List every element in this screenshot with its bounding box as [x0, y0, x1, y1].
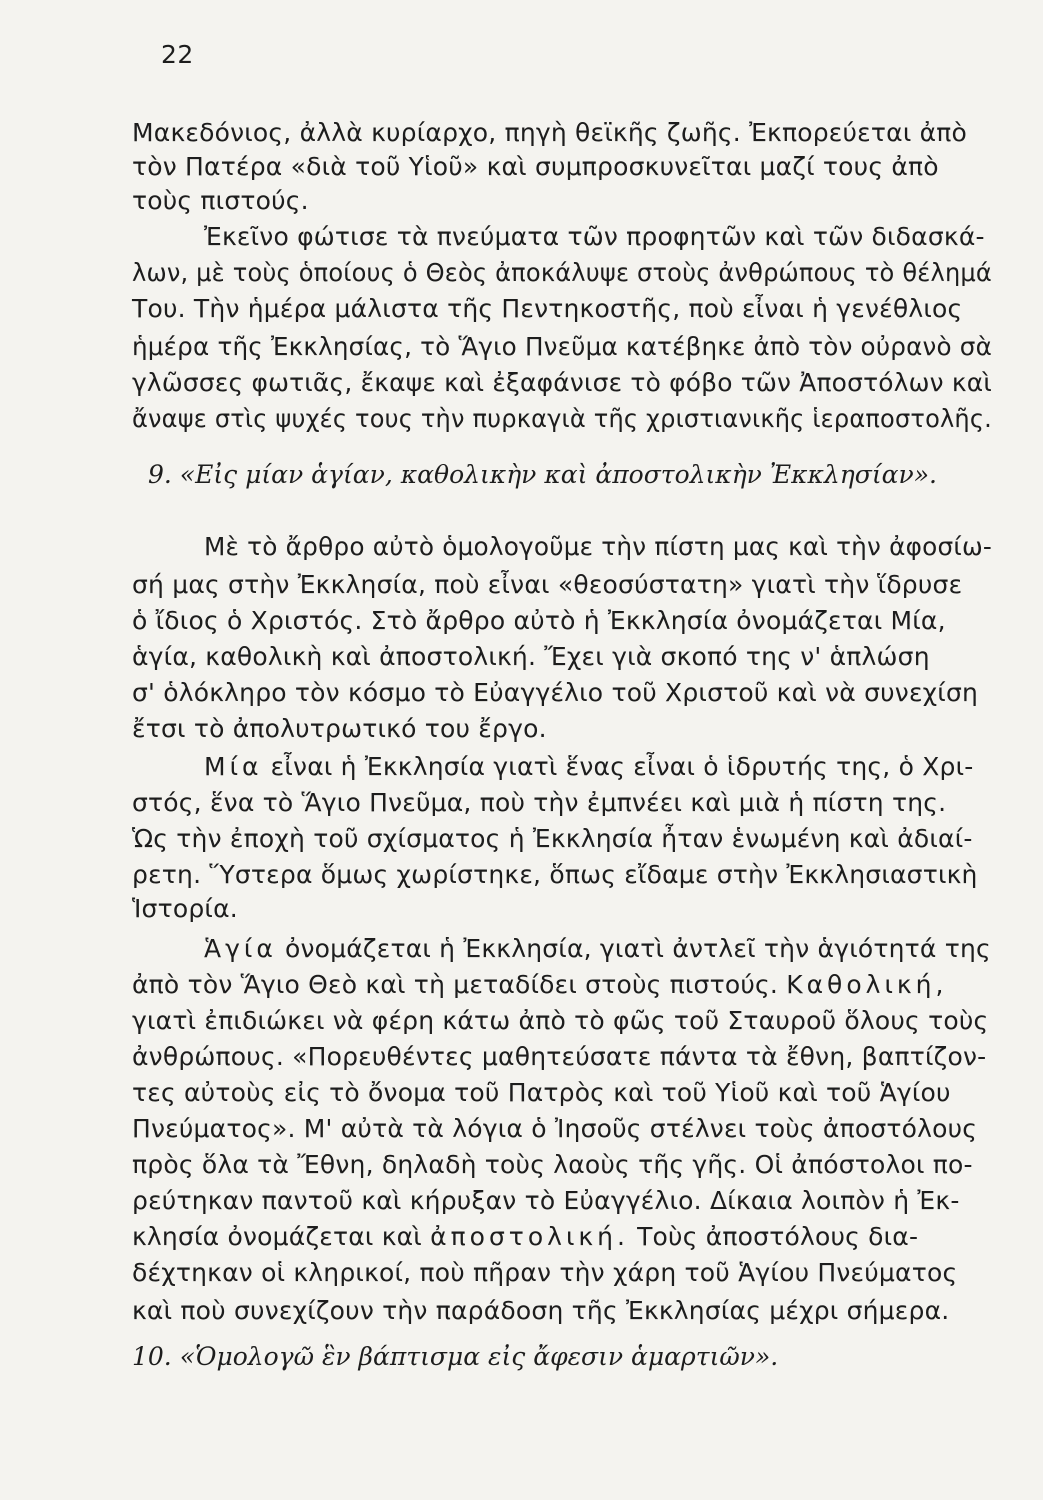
- text-line: τοὺς πιστούς.: [132, 186, 309, 215]
- text-line: [132, 1222, 918, 1251]
- text-line: καὶ ποὺ συνεχίζουν τὴν παράδοση τῆς Ἐκκλησίας μέχρι σήμερα.: [132, 1296, 950, 1325]
- page-number: 22: [161, 40, 194, 69]
- text-line: Ἱστορία.: [132, 894, 238, 923]
- text-line: ρεύτηκαν παντοῦ καὶ κήρυξαν τὸ Εὐαγγέλιο. Δίκαια λοιπὸν ἡ Ἐκ-: [132, 1186, 960, 1215]
- text-line: σ' ὁλόκληρο τὸν κόσμο τὸ Εὐαγγέλιο τοῦ Χριστοῦ καὶ νὰ συνεχίση: [132, 678, 979, 707]
- text-line: ἁγία, καθολικὴ καὶ ἀποστολική. Ἔχει γιὰ σκοπό της ν' ἁπλώση: [132, 642, 930, 671]
- text-span: Τοὺς ἀποστόλους δια-: [628, 1222, 919, 1251]
- spaced-term: Καθολική,: [786, 970, 948, 999]
- text-line: Ἐκεῖνο φώτισε τὰ πνεύματα τῶν προφητῶν καὶ τῶν διδασκά-: [204, 222, 985, 251]
- spaced-term: Μία: [204, 752, 263, 781]
- text-line: δέχτηκαν οἱ κληρικοί, ποὺ πῆραν τὴν χάρη τοῦ Ἁγίου Πνεύματος: [132, 1258, 958, 1287]
- text-line: Ὡς τὴν ἐποχὴ τοῦ σχίσματος ἡ Ἐκκλησία ἦταν ἑνωμένη καὶ ἀδιαί-: [132, 824, 973, 853]
- text-line: Του. Τὴν ἡμέρα μάλιστα τῆς Πεντηκοστῆς, ποὺ εἶναι ἡ γενέθλιος: [132, 294, 963, 323]
- text-line: γλῶσσες φωτιᾶς, ἔκαψε καὶ ἐξαφάνισε τὸ φόβο τῶν Ἀποστόλων καὶ: [132, 368, 992, 397]
- text-line: Πνεύματος». Μ' αὐτὰ τὰ λόγια ὁ Ἰησοῦς στέλνει τοὺς ἀποστόλους: [132, 1114, 978, 1143]
- text-span: ὀνομάζεται ἡ Ἐκκλησία, γιατὶ ἀντλεῖ τὴν ἁγιότητά της: [276, 934, 991, 963]
- text-line: [204, 934, 991, 963]
- section-heading-9: 9. «Εἰς μίαν ἁγίαν, καθολικὴν καὶ ἀποστολικὴν Ἐκκλησίαν».: [148, 460, 937, 489]
- text-line: τὸν Πατέρα «διὰ τοῦ Υἱοῦ» καὶ συμπροσκυνεῖται μαζί τους ἀπὸ: [132, 152, 939, 181]
- text-line: στός, ἕνα τὸ Ἅγιο Πνεῦμα, ποὺ τὴν ἐμπνέει καὶ μιὰ ἡ πίστη της.: [132, 788, 947, 817]
- text-line: πρὸς ὅλα τὰ Ἔθνη, δηλαδὴ τοὺς λαοὺς τῆς γῆς. Οἱ ἀπόστολοι πο-: [132, 1150, 973, 1179]
- text-line: ἔτσι τὸ ἀπολυτρωτικό του ἔργο.: [132, 714, 547, 743]
- text-span: κλησία ὀνομάζεται καὶ: [132, 1222, 431, 1251]
- spaced-term: Ἁγία: [204, 934, 277, 963]
- text-line: ἄναψε στὶς ψυχές τους τὴν πυρκαγιὰ τῆς χριστιανικῆς ἱεραποστολῆς.: [132, 404, 992, 433]
- text-line: [132, 970, 947, 999]
- text-line: ἡμέρα τῆς Ἐκκλησίας, τὸ Ἅγιο Πνεῦμα κατέβηκε ἀπὸ τὸν οὐρανὸ σὰ: [132, 332, 992, 361]
- text-span: εἶναι ἡ Ἐκκλησία γιατὶ ἕνας εἶναι ὁ ἱδρυτής της, ὁ Χρι-: [262, 752, 974, 781]
- text-line: Μὲ τὸ ἄρθρο αὐτὸ ὁμολογοῦμε τὴν πίστη μας καὶ τὴν ἀφοσίω-: [204, 532, 992, 561]
- text-line: [204, 752, 974, 781]
- text-span: ἀπὸ τὸν Ἅγιο Θεὸ καὶ τὴ μεταδίδει στοὺς πιστούς.: [132, 970, 787, 999]
- text-line: Μακεδόνιος, ἀλλὰ κυρίαρχο, πηγὴ θεϊκῆς ζωῆς. Ἐκπορεύεται ἀπὸ: [132, 118, 968, 147]
- spaced-term: ἀποστολική.: [430, 1222, 629, 1251]
- section-heading-10: 10. «Ὁμολογῶ ἓν βάπτισμα εἰς ἄφεσιν ἁμαρτιῶν».: [132, 1342, 779, 1371]
- text-line: σή μας στὴν Ἐκκλησία, ποὺ εἶναι «θεοσύστατη» γιατὶ τὴν ἵδρυσε: [132, 570, 963, 599]
- text-line: ρετη. Ὕστερα ὅμως χωρίστηκε, ὅπως εἴδαμε στὴν Ἐκκλησιαστικὴ: [132, 860, 978, 889]
- text-line: τες αὐτοὺς εἰς τὸ ὄνομα τοῦ Πατρὸς καὶ τοῦ Υἱοῦ καὶ τοῦ Ἁγίου: [132, 1078, 951, 1107]
- text-line: ὁ ἴδιος ὁ Χριστός. Στὸ ἄρθρο αὐτὸ ἡ Ἐκκλησία ὀνομάζεται Μία,: [132, 606, 946, 635]
- text-line: λων, μὲ τοὺς ὁποίους ὁ Θεὸς ἀποκάλυψε στοὺς ἀνθρώπους τὸ θέλημά: [132, 258, 992, 287]
- text-line: γιατὶ ἐπιδιώκει νὰ φέρη κάτω ἀπὸ τὸ φῶς τοῦ Σταυροῦ ὅλους τοὺς: [132, 1006, 989, 1035]
- text-line: ἀνθρώπους. «Πορευθέντες μαθητεύσατε πάντα τὰ ἔθνη, βαπτίζον-: [132, 1042, 987, 1071]
